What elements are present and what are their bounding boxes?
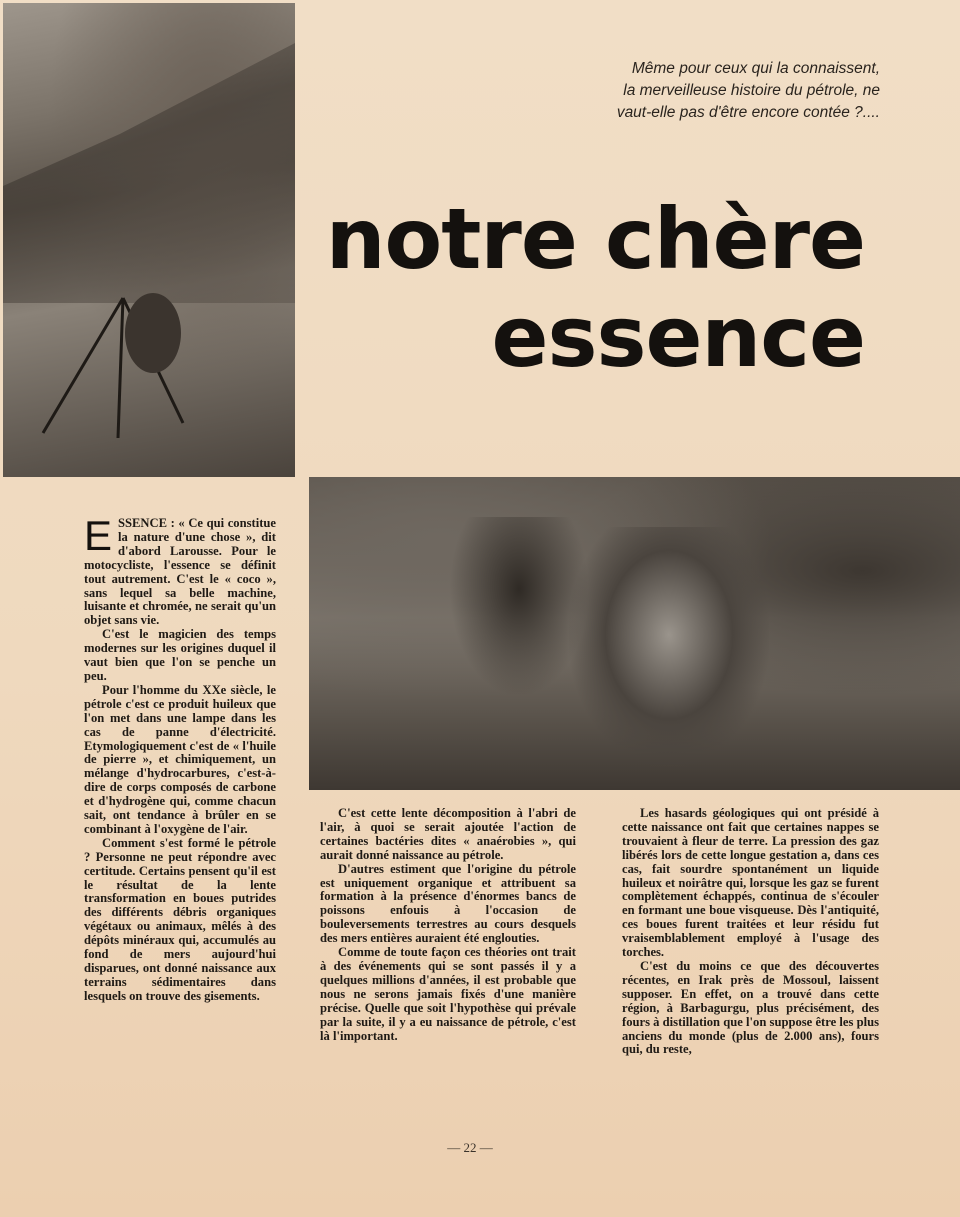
paragraph: Comment s'est formé le pétrole ? Personne ne peut répondre avec certitude. Certains pensent qu'il est le résultat de la lente transformation en boues putrides des différents débris organiques végétaux ou animaux, mêlés à des dépôts minéraux qui, accumulés au fond de mers aujourd'hui disparues, ont donné naissance aux terrains sédimentaires dans lesquels on trouve des gisements. xyxy=(84,835,276,1003)
intro-line-2: la merveilleuse histoire du pétrole, ne xyxy=(623,82,880,99)
paragraph: Les hasards géologiques qui ont présidé à cette naissance ont fait que certaines nappes se trouvaient à fleur de terre. La pression des gaz libérés lors de cette longue gestation a, dans ces cas, fait sourdre spontanément un liquide huileux et noirâtre qui, lorsque les gaz se furent complètement échappés, continua de s'écouler en formant une boue visqueuse. Dès l'antiquité, ces boues furent traitées et leur résidu fut vraisemblablement employé à l'usage des torches. xyxy=(622,806,879,960)
article-column-3 xyxy=(622,807,879,1057)
intro-teaser xyxy=(560,58,880,124)
intro-line-3: vaut-elle pas d'être encore contée ?.... xyxy=(616,104,880,121)
article-column-2 xyxy=(320,807,576,1043)
paragraph: D'autres estiment que l'origine du pétrole est uniquement organique et attribuent sa formation à la présence d'énormes bancs de poissons enfouis à l'occasion de bouleversements terrestres au cours desquels des mers entières auraient été englouties. xyxy=(320,861,576,946)
paragraph: Comme de toute façon ces théories ont trait à des événements qui se sont passés il y a quelques millions d'années, il est probable que nous ne serons jamais fixés d'une manière précise. Quelle que soit l'hypothèse qui prévale par la suite, il y a eu naissance de pétrole, c'est là l'important. xyxy=(320,945,576,1043)
paragraph: ESSENCE : « Ce qui constitue la nature d'une chose », dit d'abord Larousse. Pour le motocycliste, l'essence se définit tout autrement. C'est le « coco », sans lequel sa belle machine, luisante et chromée, ne serait qu'un objet sans vie. xyxy=(84,512,276,628)
paragraph: C'est du moins ce que des découvertes récentes, en Irak près de Mossoul, laissent supposer. En effet, on a trouvé dans cette région, à Barbagurgu, plus précisément, des fours à distillation que l'on suppose être les plus anciens du monde (plus de 2.000 ans), fours qui, du reste, xyxy=(622,958,879,1057)
surveyor-tripod-icon xyxy=(33,293,193,443)
paragraph: Pour l'homme du XXe siècle, le pétrole c'est ce produit huileux que l'on met dans une lampe dans les cas de panne d'électricité. Etymologiquement c'est de « l'huile de pierre », et chimiquement, un mélange d'hydrocarbures, c'est-à-dire de corps composés de carbone et d'hydrogène qui, comme chacun sait, ont tendance à brûler en se combinant à l'oxygène de l'air. xyxy=(84,682,276,836)
photo-geologists-rocks xyxy=(309,477,960,790)
page-number: — 22 — xyxy=(447,1140,493,1155)
paragraph: C'est le magicien des temps modernes sur les origines duquel il vaut bien que l'on se penche un peu. xyxy=(84,627,276,683)
cliff-shading xyxy=(3,43,295,303)
photo-surveyor-cliff xyxy=(3,3,295,477)
geologist-figure-right xyxy=(569,527,769,767)
article-column-1 xyxy=(84,512,276,1004)
intro-line-1: Même pour ceux qui la connaissent, xyxy=(631,60,880,77)
paragraph: C'est cette lente décomposition à l'abri de l'air, à quoi se serait ajoutée l'action de certaines bactéries dites « anaérobies », qui aurait donné naissance au pétrole. xyxy=(320,806,576,862)
drop-cap: E xyxy=(84,512,113,559)
title-line-2: essence xyxy=(491,288,865,386)
geologist-figure-left xyxy=(449,517,589,697)
article-title xyxy=(326,190,865,386)
title-line-1: notre chère xyxy=(325,190,865,288)
